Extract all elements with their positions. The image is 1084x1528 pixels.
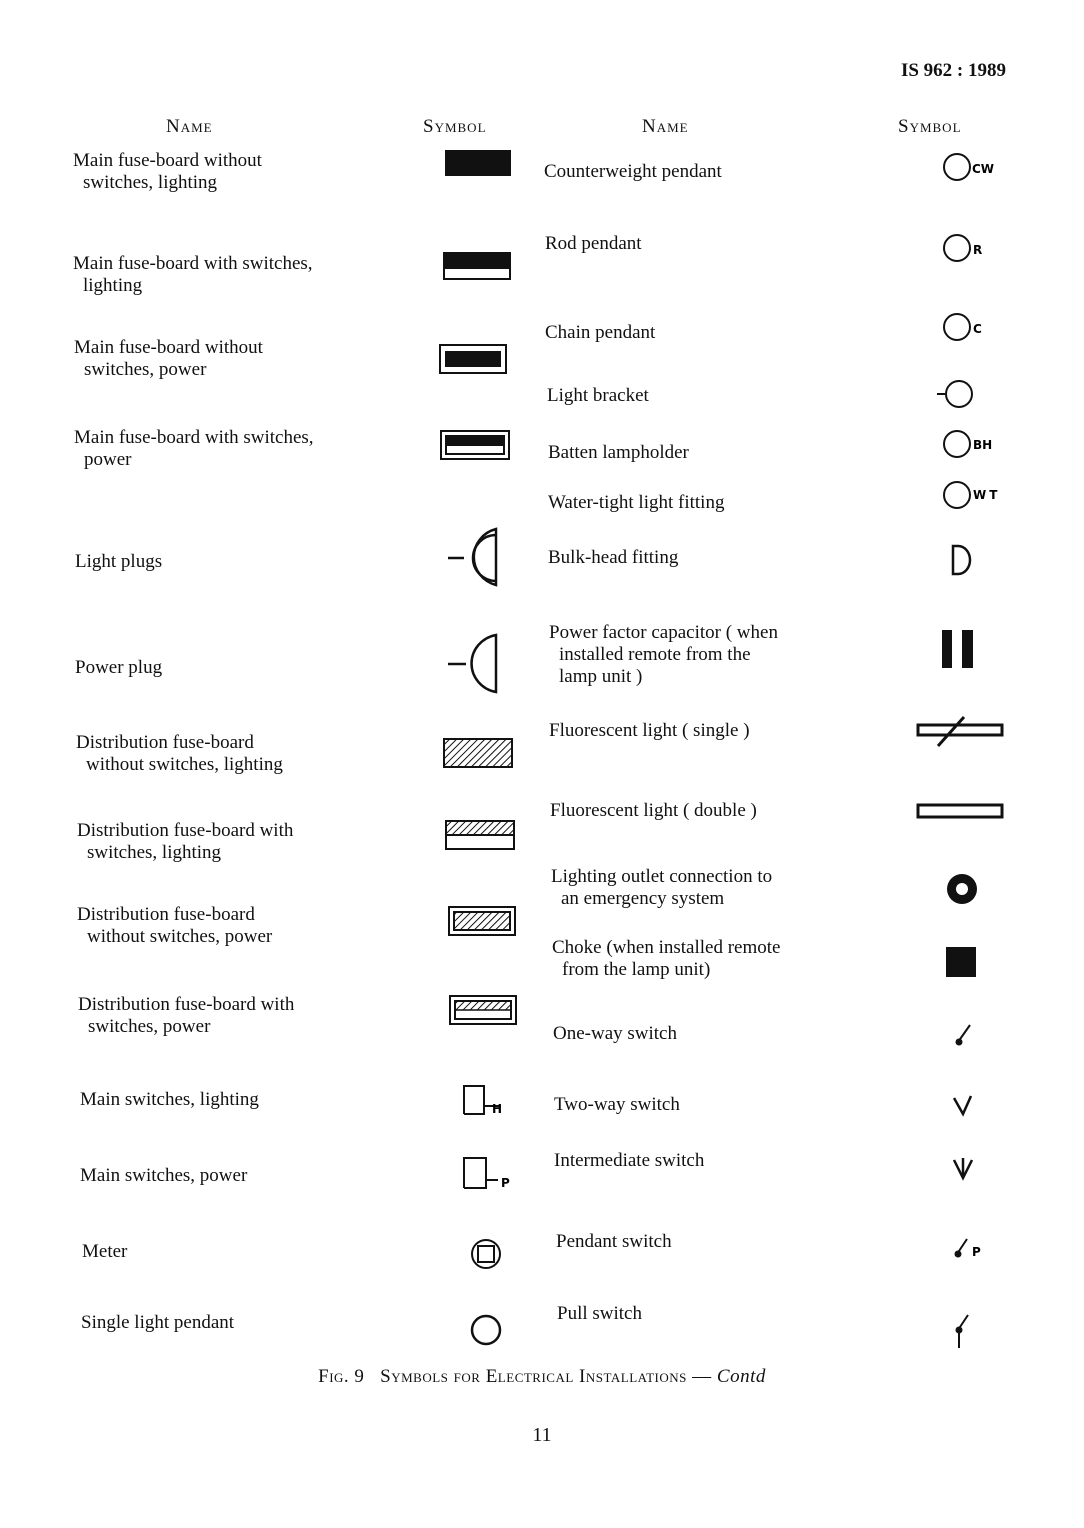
name-lighting-outlet-emergency: Lighting outlet connection to an emergency system — [551, 866, 773, 909]
circle-wt-label: WT — [973, 488, 1001, 502]
framed-half-hatched-rectangle-icon — [449, 995, 521, 1027]
name-pendant-switch: Pendant switch — [556, 1231, 672, 1252]
name-choke: Choke (when installed remote from the lamp unit) — [552, 937, 781, 980]
main-switch-lighting-icon — [462, 1082, 510, 1118]
filled-rectangle-open-bottom-icon — [443, 252, 513, 282]
pendant-switch-icon — [952, 1236, 988, 1260]
one-way-switch-icon — [954, 1022, 974, 1048]
main-switch-lighting-label: H — [492, 1102, 503, 1116]
figure-contd: Contd — [716, 1366, 766, 1387]
two-way-switch-icon — [952, 1094, 974, 1118]
hatched-rectangle-icon — [443, 738, 515, 770]
light-plug-icon — [448, 525, 504, 589]
name-fluorescent-light-double: Fluorescent light ( double ) — [550, 800, 757, 821]
fluorescent-double-icon — [914, 802, 1006, 822]
d-shape-icon — [950, 543, 974, 577]
emergency-outlet-icon — [945, 872, 979, 906]
figure-caption — [0, 1366, 1084, 1388]
name-main-fuse-board-with-switches-lighting: Main fuse-board with switches, lighting — [73, 253, 313, 296]
circle-c-label: C — [973, 322, 982, 336]
intermediate-switch-icon — [951, 1156, 975, 1184]
name-fluorescent-light-single: Fluorescent light ( single ) — [549, 720, 750, 741]
header-name-right: Name — [642, 116, 689, 137]
circle-c-icon — [942, 312, 992, 344]
solid-square-icon — [945, 946, 977, 978]
name-main-switches-lighting: Main switches, lighting — [80, 1089, 259, 1110]
name-main-fuse-board-without-switches-power: Main fuse-board without switches, power — [74, 337, 263, 380]
name-single-light-pendant: Single light pendant — [81, 1312, 235, 1333]
figure-title: Symbols for Electrical Installations — — [380, 1366, 712, 1387]
name-main-fuse-board-with-switches-power: Main fuse-board with switches, power — [74, 427, 314, 470]
circle-r-label: R — [973, 243, 983, 257]
name-pull-switch: Pull switch — [557, 1303, 642, 1324]
header-symbol-right: Symbol — [898, 116, 962, 137]
circle-bh-icon — [942, 428, 1004, 460]
name-water-tight-light-fitting: Water-tight light fitting — [548, 492, 725, 513]
header-symbol-left: Symbol — [423, 116, 487, 137]
circle-bh-label: BH — [973, 438, 993, 452]
meter-icon — [470, 1238, 504, 1272]
name-intermediate-switch: Intermediate switch — [554, 1150, 705, 1171]
circle-cw-icon — [942, 152, 1004, 184]
pull-switch-icon — [952, 1312, 974, 1352]
name-distribution-fuse-board-without-switches-power: Distribution fuse-board without switches, power — [77, 904, 273, 947]
name-main-fuse-board-without-switches-lighting: Main fuse-board without switches, lighting — [73, 150, 262, 193]
name-distribution-fuse-board-with-switches-power: Distribution fuse-board with switches, power — [78, 994, 295, 1037]
circle-r-icon — [942, 232, 992, 264]
capacitor-bars-icon — [940, 628, 980, 670]
name-counterweight-pendant: Counterweight pendant — [544, 161, 722, 182]
framed-solid-rectangle-icon — [439, 344, 509, 376]
framed-rectangle-with-switch-icon — [440, 430, 512, 462]
name-light-bracket: Light bracket — [547, 385, 649, 406]
framed-hatched-rectangle-icon — [448, 906, 520, 938]
main-switch-power-label: P — [501, 1176, 510, 1190]
name-two-way-switch: Two-way switch — [554, 1094, 680, 1115]
figure-number: Fig. 9 — [318, 1366, 365, 1387]
circle-cw-label: CW — [972, 162, 995, 176]
header-name-left: Name — [166, 116, 213, 137]
name-chain-pendant: Chain pendant — [545, 322, 656, 343]
main-switch-power-icon — [462, 1156, 514, 1192]
name-batten-lampholder: Batten lampholder — [548, 442, 689, 463]
name-light-plugs: Light plugs — [75, 551, 163, 572]
name-power-plug: Power plug — [75, 657, 163, 678]
name-main-switches-power: Main switches, power — [80, 1165, 248, 1186]
light-bracket-icon — [937, 378, 977, 412]
half-hatched-rectangle-icon — [445, 820, 517, 852]
name-rod-pendant: Rod pendant — [545, 233, 642, 254]
name-bulk-head-fitting: Bulk-head fitting — [548, 547, 679, 568]
circle-icon — [470, 1313, 504, 1347]
name-distribution-fuse-board-with-switches-lighting: Distribution fuse-board with switches, lighting — [77, 820, 294, 863]
power-plug-icon — [448, 632, 504, 696]
standard-number: IS 962 : 1989 — [900, 60, 1006, 81]
fluorescent-single-icon — [914, 715, 1006, 749]
name-meter: Meter — [82, 1241, 128, 1262]
name-one-way-switch: One-way switch — [553, 1023, 677, 1044]
circle-wt-icon — [942, 479, 1006, 511]
name-power-factor-capacitor: Power factor capacitor ( when installed remote from the lamp unit ) — [549, 622, 778, 687]
page-number: 11 — [532, 1424, 552, 1446]
solid-rectangle-icon — [445, 150, 513, 178]
pendant-switch-label: P — [972, 1245, 981, 1259]
name-distribution-fuse-board-without-switches-lighting: Distribution fuse-board without switches, lighting — [76, 732, 283, 775]
